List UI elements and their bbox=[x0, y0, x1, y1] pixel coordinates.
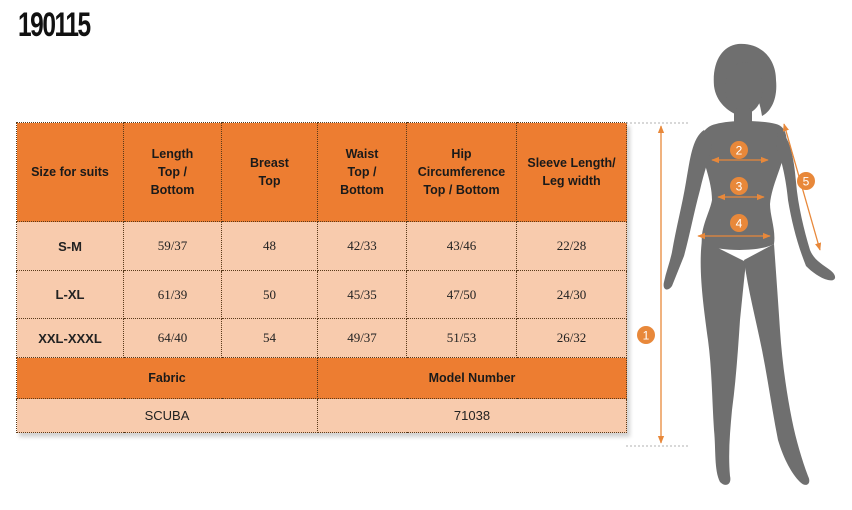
marker-1 bbox=[637, 326, 655, 344]
model-number-value: 71038 bbox=[318, 399, 627, 433]
row-size: S-M bbox=[17, 222, 124, 271]
svg-text:1: 1 bbox=[642, 328, 650, 343]
cell-waist: 49/37 bbox=[318, 319, 407, 358]
cell-sleeve: 24/30 bbox=[517, 271, 627, 319]
header-length: Length Top / Bottom bbox=[124, 123, 222, 222]
header-hip: Hip Circumference Top / Bottom bbox=[407, 123, 517, 222]
svg-text:2: 2 bbox=[735, 143, 743, 158]
cell-hip: 51/53 bbox=[407, 319, 517, 358]
cell-waist: 42/33 bbox=[318, 222, 407, 271]
model-number-header: Model Number bbox=[318, 358, 627, 399]
fabric-header: Fabric bbox=[17, 358, 318, 399]
svg-text:3: 3 bbox=[735, 179, 743, 194]
svg-text:5: 5 bbox=[802, 174, 810, 189]
header-size: Size for suits bbox=[17, 123, 124, 222]
cell-length: 64/40 bbox=[124, 319, 222, 358]
row-size: L-XL bbox=[17, 271, 124, 319]
fabric-value: SCUBA bbox=[17, 399, 318, 433]
marker-2 bbox=[730, 141, 748, 159]
woman-silhouette-icon bbox=[664, 44, 835, 485]
row-size: XXL-XXXL bbox=[17, 319, 124, 358]
cell-length: 61/39 bbox=[124, 271, 222, 319]
svg-text:4: 4 bbox=[735, 216, 743, 231]
cell-hip: 47/50 bbox=[407, 271, 517, 319]
product-code: 190115 bbox=[18, 6, 90, 44]
cell-sleeve: 22/28 bbox=[517, 222, 627, 271]
cell-hip: 43/46 bbox=[407, 222, 517, 271]
cell-sleeve: 26/32 bbox=[517, 319, 627, 358]
header-breast: Breast Top bbox=[222, 123, 318, 222]
marker-5 bbox=[797, 172, 815, 190]
marker-4 bbox=[730, 214, 748, 232]
cell-breast: 48 bbox=[222, 222, 318, 271]
cell-breast: 54 bbox=[222, 319, 318, 358]
header-waist: Waist Top / Bottom bbox=[318, 123, 407, 222]
cell-breast: 50 bbox=[222, 271, 318, 319]
cell-length: 59/37 bbox=[124, 222, 222, 271]
marker-3 bbox=[730, 177, 748, 195]
cell-waist: 45/35 bbox=[318, 271, 407, 319]
header-sleeve: Sleeve Length/ Leg width bbox=[517, 123, 627, 222]
